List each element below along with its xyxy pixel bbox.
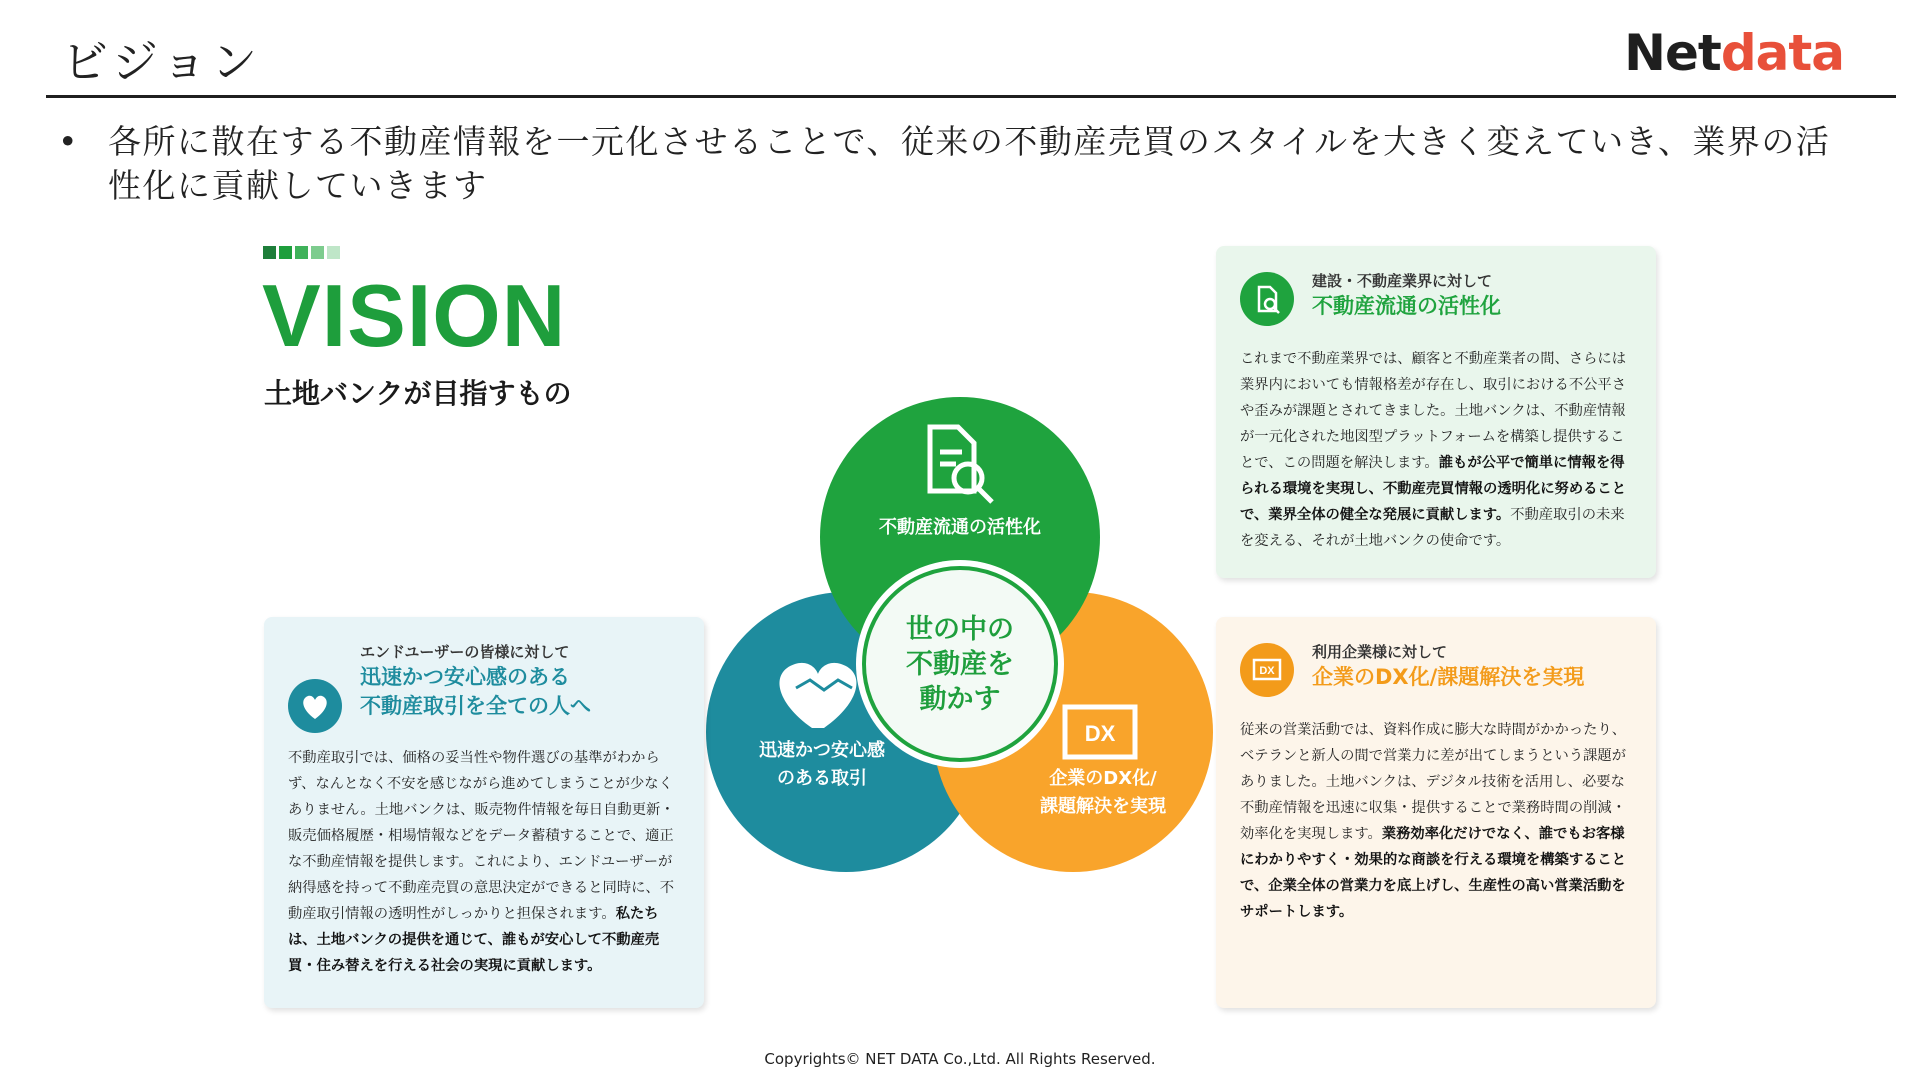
logo-data: data xyxy=(1720,24,1844,82)
bullet-symbol: • xyxy=(58,122,79,161)
venn-top-label: 不動産流通の活性化 xyxy=(879,517,1041,538)
card-body-text: 従来の営業活動では、資料作成に膨大な時間がかかったり、ベテランと新人の間で営業力に差が出てしまうという課題がありました。土地バンクは、デジタル技術を活用し、必要な不動産情報を迅速に収集・提供することで業務時間の削減・効率化を実現します。 xyxy=(1240,722,1627,842)
card-tag: 利用企業様に対して xyxy=(1312,643,1448,661)
card-body xyxy=(1240,346,1634,554)
handshake-heart-icon xyxy=(288,679,342,733)
card-companies xyxy=(1216,617,1656,1008)
title-divider xyxy=(46,95,1896,98)
card-tag: 建設・不動産業界に対して xyxy=(1312,272,1493,290)
vision-square xyxy=(263,246,276,259)
card-tag: エンドユーザーの皆様に対して xyxy=(360,643,570,661)
venn-left-label-1: 迅速かつ安心感 xyxy=(759,740,885,761)
vision-square xyxy=(327,246,340,259)
card-body xyxy=(1240,717,1634,925)
vision-subtitle: 土地バンクが目指すもの xyxy=(264,377,572,410)
card-end-users xyxy=(264,617,704,1008)
vision-square xyxy=(295,246,308,259)
card-body-text: 不動産取引では、価格の妥当性や物件選びの基準がわからず、なんとなく不安を感じながら進めてしまうことが少なくありません。土地バンクは、販売物件情報を毎日自動更新・販売価格履歴・相場情報などをデータ蓄積することで、適正な不動産情報を提供します。これにより、エンドユーザーが納得感を持って不動産売買の意思決定ができると同時に、不動産取引情報の透明性がしっかりと担保されます。 xyxy=(288,750,675,922)
vision-venn-diagram xyxy=(700,392,1220,882)
venn-center-line-1: 世の中の xyxy=(906,614,1014,645)
card-heading xyxy=(360,663,591,721)
dx-screen-text: DX xyxy=(1084,721,1116,746)
venn-right-label-2: 課題解決を実現 xyxy=(1040,796,1166,817)
dx-badge-text: DX xyxy=(1259,665,1275,677)
card-heading: 企業のDX化/課題解決を実現 xyxy=(1312,665,1585,689)
card-body-emphasis: 誰もが公平で簡単に情報を得られる環境を実現し、不動産売買情報の透明化に努めることで、業界全体の健全な発展に貢献します。 xyxy=(1240,455,1627,523)
vision-square xyxy=(311,246,324,259)
dx-badge-icon xyxy=(1240,643,1294,697)
venn-left-label-2: のある取引 xyxy=(777,768,867,789)
card-body-emphasis: 私たちは、土地バンクの提供を通じて、誰もが安心して不動産売買・住み替えを行える社会の実現に貢献します。 xyxy=(288,906,660,974)
copyright-footer: Copyrights© NET DATA Co.,Ltd. All Rights Reserved. xyxy=(764,1050,1156,1068)
card-body-text: 不動産取引の未来を変える、それが土地バンクの使命です。 xyxy=(1240,507,1625,549)
venn-right-label-1: 企業のDX化/ xyxy=(1049,768,1157,789)
card-heading-line: 迅速かつ安心感のある xyxy=(360,665,570,689)
netdata-logo xyxy=(1624,24,1844,82)
document-search-icon xyxy=(1240,272,1294,326)
card-body-emphasis: 業務効率化だけでなく、誰でもお客様にわかりやすく・効果的な商談を行える環境を構築することで、企業全体の営業力を底上げし、生産性の高い営業活動をサポートします。 xyxy=(1240,826,1627,920)
bullet-point xyxy=(58,120,1858,208)
card-body xyxy=(288,745,682,979)
vision-heading: VISION xyxy=(262,266,567,365)
logo-net: Net xyxy=(1624,24,1721,82)
card-heading-line: 不動産取引を全ての人へ xyxy=(360,694,591,718)
page-title: ビジョン xyxy=(62,35,262,89)
venn-center-line-3: 動かす xyxy=(919,684,1001,715)
bullet-text: 各所に散在する不動産情報を一元化させることで、従来の不動産売買のスタイルを大きく変えていき、業界の活性化に貢献していきます xyxy=(108,122,1831,205)
vision-square xyxy=(279,246,292,259)
card-body-text: これまで不動産業界では、顧客と不動産業者の間、さらには業界内においても情報格差が存在し、取引における不公平さや歪みが課題とされてきました。土地バンクは、不動産情報が一元化された地図型プラットフォームを構築し提供することで、この問題を解決します。 xyxy=(1240,351,1627,471)
card-industry xyxy=(1216,246,1656,578)
vision-square-row xyxy=(263,246,340,259)
venn-center-line-2: 不動産を xyxy=(906,649,1014,680)
card-heading: 不動産流通の活性化 xyxy=(1312,294,1501,318)
